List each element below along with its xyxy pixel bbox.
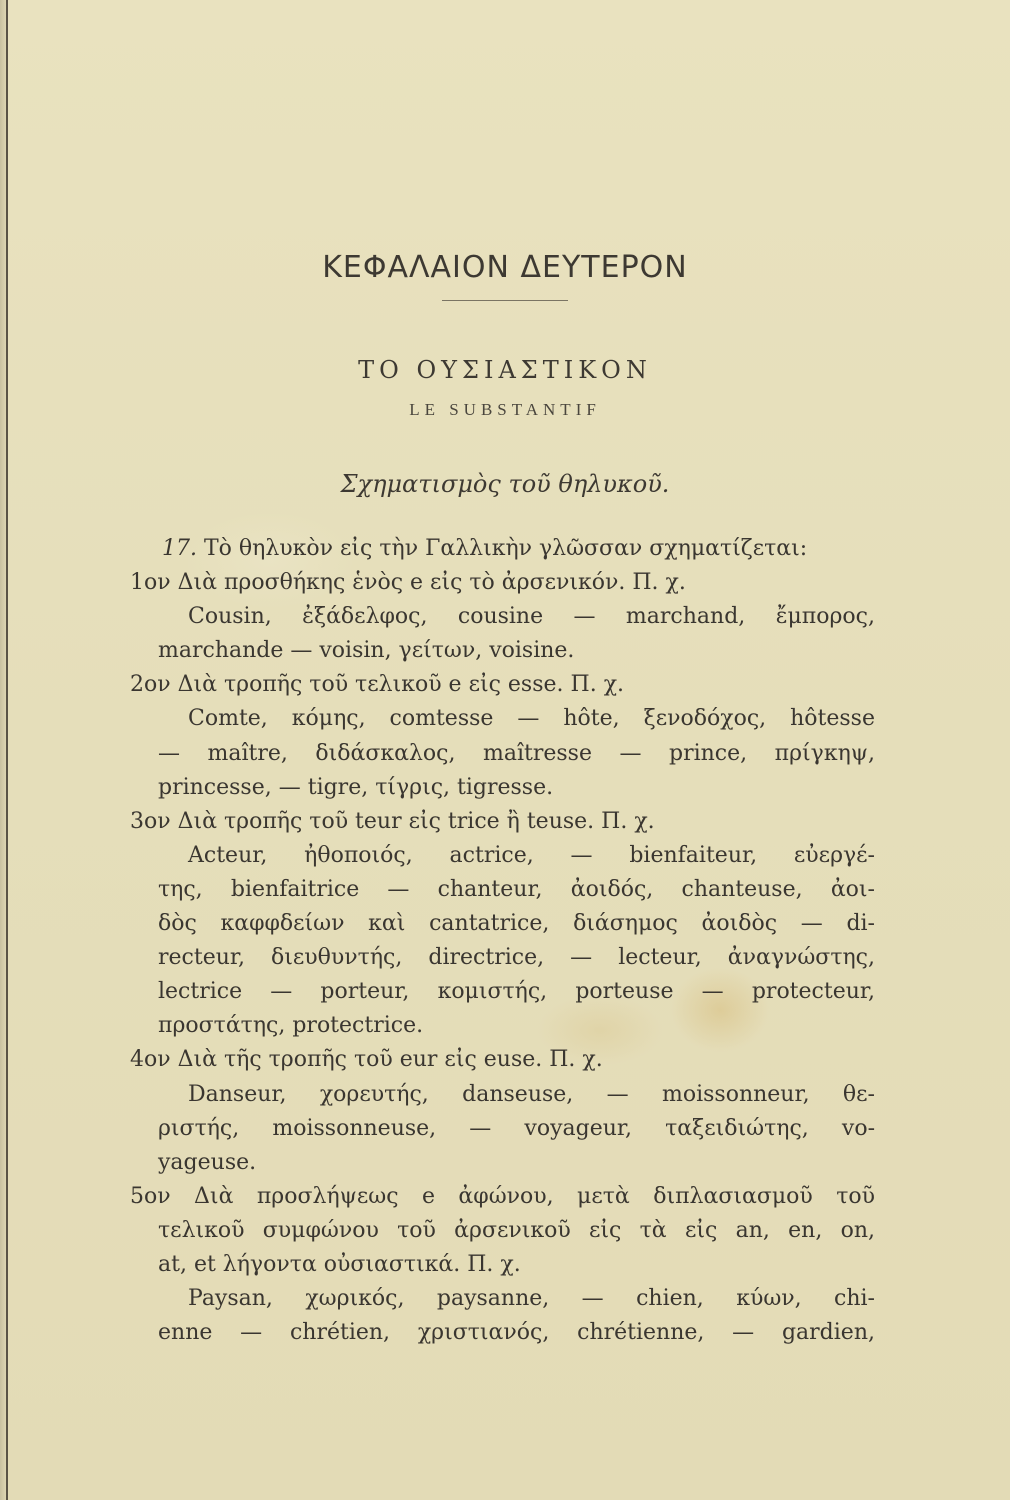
text-line: Acteur, ἠθοποιός, actrice, — bienfaiteur, εὐεργέ-	[188, 842, 875, 868]
text-line: lectrice — porteur, κομιστής, porteuse — protecteur,	[158, 979, 875, 1005]
text-line: enne — chrétien, χριστιανός, chrétienne, — gardien,	[158, 1320, 875, 1346]
subheading: Σχηματισμὸς τοῦ θηλυκοῦ.	[340, 470, 670, 498]
text-line: 2ον Διὰ τροπῆς τοῦ τελικοῦ e εἰς esse. Π. χ.	[130, 672, 625, 698]
section-subtitle: LE SUBSTANTIF	[409, 400, 601, 419]
paragraph-intro: Τὸ θηλυκὸν εἰς τὴν Γαλλικὴν γλῶσσαν σχηματίζεται:	[204, 536, 808, 561]
text-line: προστάτης, protectrice.	[158, 1013, 424, 1039]
body-text	[130, 532, 875, 1350]
text-line: Comte, κόμης, comtesse — hôte, ξενοδόχος, hôtesse	[188, 706, 875, 732]
text-line: recteur, διευθυντής, directrice, — lecteur, ἀναγνώστης,	[158, 945, 875, 971]
paragraph-intro-line	[130, 532, 875, 566]
text-line: ριστής, moissonneuse, — voyageur, ταξειδιώτης, vo-	[158, 1115, 875, 1141]
chapter-title: ΚΕΦΑΛΑΙΟΝ ΔΕΥΤΕΡΟΝ	[322, 250, 688, 285]
text-lines	[130, 566, 875, 1350]
text-line: δὸς καφφδείων καὶ cantatrice, διάσημος ἀοιδὸς — di-	[158, 911, 875, 937]
page-edge-line	[6, 0, 8, 1500]
text-line: yageuse.	[158, 1149, 257, 1175]
text-line: Paysan, χωρικός, paysanne, — chien, κύων, chi-	[188, 1286, 875, 1312]
text-line: της, bienfaitrice — chanteur, ἀοιδός, chanteuse, ἀοι-	[158, 876, 875, 902]
text-line: — maître, διδάσκαλος, maîtresse — prince, πρίγκηψ,	[158, 740, 875, 766]
text-line: Danseur, χορευτής, danseuse, — moissonneur, θε-	[188, 1081, 875, 1107]
text-line: at, et λήγοντα οὐσιαστικά. Π. χ.	[158, 1251, 521, 1277]
text-line: 1ον Διὰ προσθήκης ἑνὸς e εἰς τὸ ἀρσενικόν. Π. χ.	[130, 570, 686, 596]
text-line: 5ον Διὰ προσλήψεως e ἀφώνου, μετὰ διπλασιασμοῦ τοῦ	[130, 1183, 875, 1209]
text-line: 3ον Διὰ τροπῆς τοῦ teur εἰς trice ἢ teuse. Π. χ.	[130, 808, 655, 834]
section-title: ΤΟ ΟΥΣΙΑΣΤΙΚΟΝ	[358, 356, 652, 384]
text-line: princesse, — tigre, τίγρις, tigresse.	[158, 774, 554, 800]
text-line: τελικοῦ συμφώνου τοῦ ἀρσενικοῦ εἰς τὰ εἰς an, en, on,	[158, 1217, 875, 1243]
paragraph-number: 17.	[162, 536, 197, 561]
text-line: 4ον Διὰ τῆς τροπῆς τοῦ eur εἰς euse. Π. χ.	[130, 1047, 603, 1073]
title-divider	[442, 300, 568, 301]
text-line: Cousin, ἐξάδελφος, cousine — marchand, ἔμπορος,	[188, 604, 875, 630]
text-line: marchande — voisin, γείτων, voisine.	[158, 638, 575, 664]
